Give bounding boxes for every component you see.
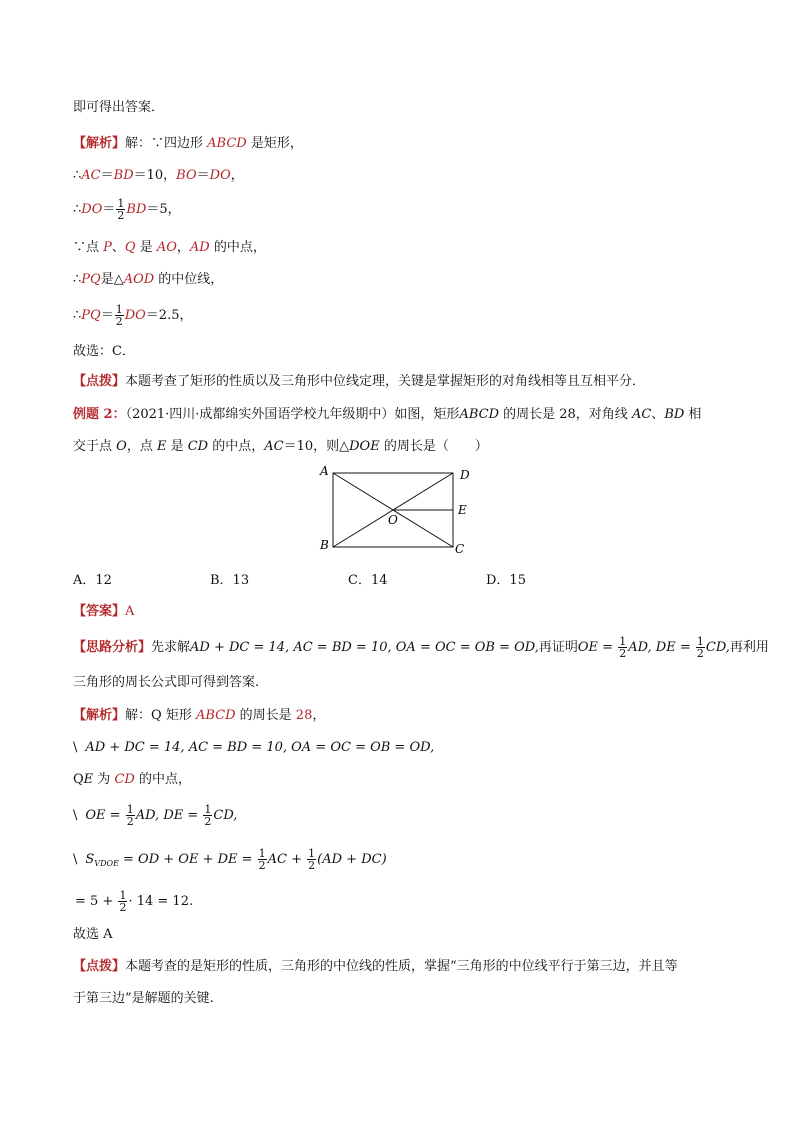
number: 28 [295,708,313,723]
answer-value: A [125,604,135,619]
denominator: 2 [117,209,125,222]
math: (AD + DC) [317,852,387,867]
choice-d[interactable]: D．15 [486,573,526,588]
math: AD + DC = 14, AC = BD = 10, OA = OC = OB = OD, [190,640,539,655]
text: ∴ [73,272,82,287]
denominator: 2 [696,647,704,660]
math: ABCD [207,136,247,151]
math: O [116,439,127,454]
math: DOE [349,439,380,454]
text: 为 [93,772,115,787]
numerator: 1 [115,303,123,316]
math: CD, [705,640,730,655]
label-b: B [320,538,329,552]
text: 的中点， [208,439,265,454]
text: ＝ [196,168,210,183]
text: 再证明 [538,640,578,655]
fraction [258,848,267,871]
math: AC + [267,852,307,867]
text: ， [176,240,190,255]
text: 的周长是（ ） [379,439,488,454]
math: AOD [123,272,155,287]
fraction [116,198,125,221]
math: AC [631,407,652,422]
tag-example: 例题 2： [73,407,126,422]
numerator: 1 [619,635,627,648]
denominator: 2 [115,315,123,328]
math: DO [209,168,231,183]
numerator: 1 [126,803,134,816]
math: E [83,772,94,787]
text: ＝2.5， [145,308,193,323]
text: ＝ [100,308,114,323]
fraction [203,804,212,827]
denominator: 2 [204,815,212,828]
tag-analysis: 【解析】 [73,708,126,723]
numerator: 1 [308,847,316,860]
text: 、 [111,240,125,255]
line-intro: 即可得出答案． [73,100,165,115]
line-sol2-1 [73,706,325,726]
math: CD [114,772,135,787]
math: AD + DC = 14, AC = BD = 10, OA = OC = OB = OD, [85,740,435,755]
numerator: 1 [696,635,704,648]
line-example-2b [73,437,488,457]
subscript: VDOE [94,859,119,868]
text: 矩形 [161,708,196,723]
math: PQ [81,272,101,287]
text: ＝ [102,202,116,217]
fraction [118,890,127,913]
math: BD [126,202,147,217]
denominator: 2 [619,647,627,660]
symbol: \ [73,808,78,823]
text: 是△ [100,272,124,287]
text: ＝10， [133,168,177,183]
math: AC [81,168,101,183]
math: ABCD [195,708,236,723]
line-sol2-4 [73,804,237,827]
text: ， [312,708,326,723]
line-sol2-3 [73,770,191,790]
line-analysis [73,636,769,659]
text: 的中点， [134,772,191,787]
math: AD, DE = [135,808,203,823]
text: 、 [651,407,665,422]
text: 是 [135,240,157,255]
line-solution-3 [73,198,181,221]
symbol: Q [151,708,162,723]
choice-b[interactable]: B．13 [210,573,250,588]
text: 本题考查的是矩形的性质，三角形的中位线的性质，掌握“三角形的中位线平行于第三边，并且等 [125,959,678,974]
denominator: 2 [119,901,127,914]
line-analysis-2: 三角形的周长公式即可得到答案. [73,675,260,690]
fraction [126,804,135,827]
tag-analysis: 【解析】 [73,136,126,151]
math: E [156,439,167,454]
math: = 5 + [75,894,118,909]
math: P [103,240,112,255]
denominator: 2 [126,815,134,828]
math: OE = [577,640,618,655]
math: AD [189,240,210,255]
math: AD, DE = [628,640,695,655]
text: 的中点， [209,240,266,255]
label-d: D [460,468,470,482]
symbol: Q [73,772,84,787]
line-tip-2 [73,957,678,977]
line-tip-2b: 于第三边”是解题的关键. [73,991,214,1006]
text: 本题考查了矩形的性质以及三角形中位线定理，关键是掌握矩形的对角线相等且互相平分． [125,374,646,389]
choice-c[interactable]: C．14 [348,573,388,588]
math: BD [664,407,685,422]
math: = OD + OE + DE = [118,852,257,867]
text: 先求解 [151,640,191,655]
numerator: 1 [117,197,125,210]
line-solution-5 [73,270,223,290]
math: OE = [85,808,125,823]
text: 再利用 [729,640,769,655]
text: 是矩形， [246,136,303,151]
line-solution-1 [73,134,303,154]
math: Q [124,240,136,255]
math: AC [264,439,284,454]
label-o: O [388,513,398,527]
numerator: 1 [258,847,266,860]
math: CD, [213,808,238,823]
math: DO [81,202,103,217]
text: 的周长是 28，对角线 [499,407,632,422]
line-solution-6 [73,304,192,327]
math: PQ [81,308,101,323]
text: 解： [125,708,152,723]
line-solution-2 [73,166,244,186]
text: （2021·四川·成都绵实外国语学校九年级期中）如图，矩形 [125,407,460,422]
fraction [696,636,705,659]
math: DO [124,308,146,323]
fraction [115,304,124,327]
text: 的周长是 [235,708,296,723]
line-tip-1 [73,372,645,392]
line-answer [73,602,134,622]
text: ∵点 [73,240,104,255]
math: AO [156,240,177,255]
text: ∴ [73,168,82,183]
text: ＝10，则△ [283,439,350,454]
text: ∴ [73,308,82,323]
text: ＝5， [146,202,181,217]
numerator: 1 [119,889,127,902]
line-sol2-5 [73,848,387,874]
math: · 14 = 12. [128,894,194,909]
text: ， [230,168,244,183]
text: 交于点 [73,439,117,454]
line-example-2 [73,405,701,425]
rectangle-figure [0,460,794,570]
fraction [618,636,627,659]
text: 的中位线， [154,272,224,287]
numerator: 1 [204,803,212,816]
denominator: 2 [258,859,266,872]
text: 解：∵四边形 [125,136,208,151]
line-solution-4 [73,238,266,258]
math: BO [176,168,197,183]
tag-tip: 【点拨】 [73,959,126,974]
tag-tip: 【点拨】 [73,374,126,389]
choice-a[interactable]: A．12 [73,573,112,588]
text: 是 [166,439,188,454]
math: CD [187,439,209,454]
text: ∴ [73,202,82,217]
label-e: E [458,503,467,517]
denominator: 2 [308,859,316,872]
line-sol2-2 [73,738,434,758]
fraction [307,848,316,871]
line-choice-2: 故选 A [73,927,113,942]
tag-thinking: 【思路分析】 [73,640,152,655]
math: ABCD [459,407,499,422]
text: ，点 [126,439,157,454]
tag-answer: 【答案】 [73,604,126,619]
text: ＝ [100,168,114,183]
math: BD [113,168,134,183]
symbol: \ [73,740,78,755]
label-a: A [320,464,329,478]
text: 相 [684,407,702,422]
line-sol2-6 [73,890,193,913]
symbol: \ [73,852,78,867]
label-c: C [455,542,465,556]
math: S [85,852,95,867]
line-choice-1: 故选：C． [73,344,135,359]
